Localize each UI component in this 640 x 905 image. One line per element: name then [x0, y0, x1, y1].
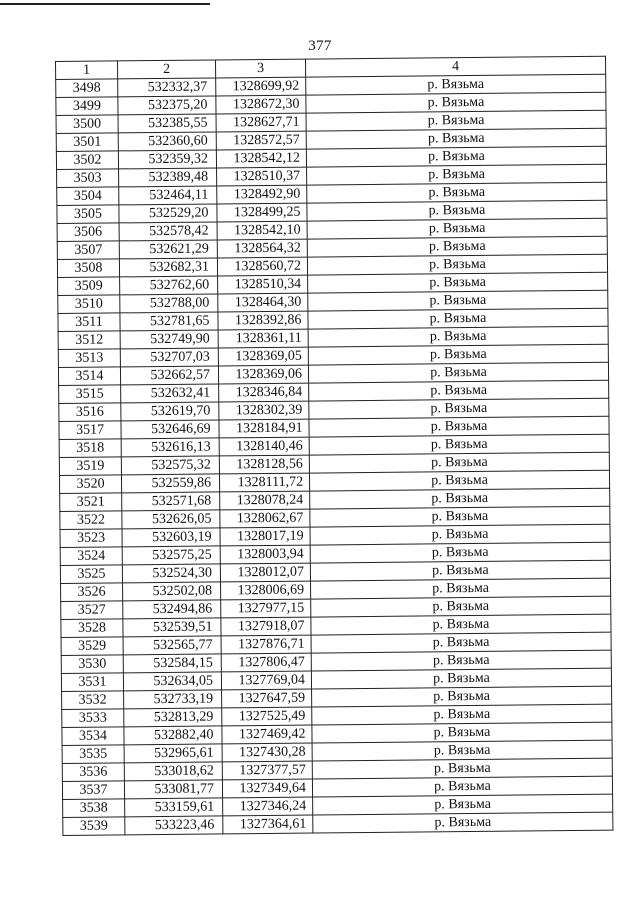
- x-coordinate-cell: 532646,69: [121, 420, 219, 439]
- x-coordinate-cell: 532502,08: [123, 582, 221, 601]
- y-coordinate-cell: 1327647,59: [222, 689, 312, 708]
- object-name-cell: р. Вязьма: [309, 398, 609, 419]
- point-number-cell: 3524: [60, 547, 122, 566]
- y-coordinate-cell: 1327364,61: [223, 815, 313, 834]
- point-number-cell: 3523: [60, 529, 122, 548]
- object-name-cell: р. Вязьма: [306, 128, 606, 149]
- object-name-cell: р. Вязьма: [311, 578, 611, 599]
- object-name-cell: р. Вязьма: [310, 560, 610, 581]
- x-coordinate-cell: 532882,40: [124, 726, 222, 745]
- x-coordinate-cell: 532662,57: [120, 366, 218, 385]
- x-coordinate-cell: 532578,42: [119, 222, 217, 241]
- object-name-cell: р. Вязьма: [311, 614, 611, 635]
- object-name-cell: р. Вязьма: [306, 74, 606, 95]
- y-coordinate-cell: 1328510,37: [217, 167, 307, 186]
- object-name-cell: р. Вязьма: [309, 416, 609, 437]
- point-number-cell: 3536: [62, 763, 124, 782]
- object-name-cell: р. Вязьма: [309, 470, 609, 491]
- object-name-cell: р. Вязьма: [308, 272, 608, 293]
- point-number-cell: 3526: [61, 583, 123, 602]
- point-number-cell: 3516: [59, 403, 121, 422]
- y-coordinate-cell: 1328392,86: [218, 311, 308, 330]
- object-name-cell: р. Вязьма: [308, 326, 608, 347]
- x-coordinate-cell: 532788,00: [120, 294, 218, 313]
- point-number-cell: 3515: [59, 385, 121, 404]
- y-coordinate-cell: 1328464,30: [218, 293, 308, 312]
- y-coordinate-cell: 1327346,24: [223, 797, 313, 816]
- x-coordinate-cell: 532494,86: [123, 600, 221, 619]
- point-number-cell: 3505: [57, 205, 119, 224]
- point-number-cell: 3530: [61, 655, 123, 674]
- x-coordinate-cell: 532575,32: [121, 456, 219, 475]
- column-header-3: 3: [215, 59, 305, 78]
- y-coordinate-cell: 1328111,72: [219, 473, 309, 492]
- point-number-cell: 3525: [60, 565, 122, 584]
- y-coordinate-cell: 1328078,24: [220, 491, 310, 510]
- x-coordinate-cell: 532619,70: [121, 402, 219, 421]
- object-name-cell: р. Вязьма: [306, 92, 606, 113]
- x-coordinate-cell: 532375,20: [118, 96, 216, 115]
- x-coordinate-cell: 532539,51: [123, 618, 221, 637]
- x-coordinate-cell: 533018,62: [124, 762, 222, 781]
- x-coordinate-cell: 532621,29: [119, 240, 217, 259]
- column-header-4: 4: [305, 56, 605, 77]
- object-name-cell: р. Вязьма: [310, 524, 610, 545]
- x-coordinate-cell: 532781,65: [120, 312, 218, 331]
- point-number-cell: 3510: [58, 295, 120, 314]
- x-coordinate-cell: 532524,30: [122, 564, 220, 583]
- point-number-cell: 3539: [63, 817, 125, 836]
- y-coordinate-cell: 1328346,84: [219, 383, 309, 402]
- x-coordinate-cell: 532565,77: [123, 636, 221, 655]
- y-coordinate-cell: 1327876,71: [221, 635, 311, 654]
- y-coordinate-cell: 1328140,46: [219, 437, 309, 456]
- point-number-cell: 3513: [58, 349, 120, 368]
- object-name-cell: р. Вязьма: [309, 452, 609, 473]
- x-coordinate-cell: 532603,19: [122, 528, 220, 547]
- y-coordinate-cell: 1327377,57: [222, 761, 312, 780]
- y-coordinate-cell: 1328542,10: [217, 221, 307, 240]
- x-coordinate-cell: 532632,41: [121, 384, 219, 403]
- column-header-1: 1: [56, 61, 118, 80]
- object-name-cell: р. Вязьма: [308, 362, 608, 383]
- x-coordinate-cell: 532616,13: [121, 438, 219, 457]
- x-coordinate-cell: 533159,61: [125, 798, 223, 817]
- object-name-cell: р. Вязьма: [308, 344, 608, 365]
- y-coordinate-cell: 1328572,57: [216, 131, 306, 150]
- object-name-cell: р. Вязьма: [312, 704, 612, 725]
- y-coordinate-cell: 1328128,56: [219, 455, 309, 474]
- x-coordinate-cell: 532584,15: [123, 654, 221, 673]
- point-number-cell: 3535: [62, 745, 124, 764]
- point-number-cell: 3519: [59, 457, 121, 476]
- x-coordinate-cell: 532965,61: [124, 744, 222, 763]
- point-number-cell: 3531: [61, 673, 123, 692]
- object-name-cell: р. Вязьма: [311, 650, 611, 671]
- point-number-cell: 3521: [60, 493, 122, 512]
- column-header-2: 2: [118, 60, 216, 79]
- x-coordinate-cell: 532626,05: [122, 510, 220, 529]
- y-coordinate-cell: 1328302,39: [219, 401, 309, 420]
- x-coordinate-cell: 532464,11: [119, 186, 217, 205]
- object-name-cell: р. Вязьма: [312, 740, 612, 761]
- object-name-cell: р. Вязьма: [312, 776, 612, 797]
- point-number-cell: 3522: [60, 511, 122, 530]
- y-coordinate-cell: 1328672,30: [216, 95, 306, 114]
- point-number-cell: 3498: [56, 79, 118, 98]
- y-coordinate-cell: 1327806,47: [221, 653, 311, 672]
- x-coordinate-cell: 533081,77: [124, 780, 222, 799]
- coordinates-table-wrapper: [55, 56, 613, 836]
- y-coordinate-cell: 1328499,25: [217, 203, 307, 222]
- point-number-cell: 3534: [62, 727, 124, 746]
- point-number-cell: 3533: [62, 709, 124, 728]
- x-coordinate-cell: 532575,25: [122, 546, 220, 565]
- point-number-cell: 3508: [57, 259, 119, 278]
- x-coordinate-cell: 532389,48: [119, 168, 217, 187]
- x-coordinate-cell: 532733,19: [124, 690, 222, 709]
- x-coordinate-cell: 532385,55: [118, 114, 216, 133]
- y-coordinate-cell: 1328564,32: [217, 239, 307, 258]
- object-name-cell: р. Вязьма: [310, 542, 610, 563]
- point-number-cell: 3499: [56, 97, 118, 116]
- point-number-cell: 3527: [61, 601, 123, 620]
- point-number-cell: 3538: [63, 799, 125, 818]
- object-name-cell: р. Вязьма: [307, 254, 607, 275]
- y-coordinate-cell: 1328627,71: [216, 113, 306, 132]
- y-coordinate-cell: 1328699,92: [216, 77, 306, 96]
- x-coordinate-cell: 532332,37: [118, 78, 216, 97]
- y-coordinate-cell: 1328542,12: [216, 149, 306, 168]
- x-coordinate-cell: 532813,29: [124, 708, 222, 727]
- object-name-cell: р. Вязьма: [307, 164, 607, 185]
- point-number-cell: 3528: [61, 619, 123, 638]
- x-coordinate-cell: 532529,20: [119, 204, 217, 223]
- y-coordinate-cell: 1327977,15: [221, 599, 311, 618]
- point-number-cell: 3520: [59, 475, 121, 494]
- y-coordinate-cell: 1327769,04: [221, 671, 311, 690]
- object-name-cell: р. Вязьма: [310, 488, 610, 509]
- table-row: [63, 812, 613, 835]
- object-name-cell: р. Вязьма: [311, 632, 611, 653]
- x-coordinate-cell: 532762,60: [120, 276, 218, 295]
- object-name-cell: р. Вязьма: [307, 200, 607, 221]
- y-coordinate-cell: 1328369,05: [218, 347, 308, 366]
- object-name-cell: р. Вязьма: [310, 506, 610, 527]
- y-coordinate-cell: 1328006,69: [221, 581, 311, 600]
- object-name-cell: р. Вязьма: [309, 434, 609, 455]
- y-coordinate-cell: 1327525,49: [222, 707, 312, 726]
- y-coordinate-cell: 1328003,94: [220, 545, 310, 564]
- object-name-cell: р. Вязьма: [312, 722, 612, 743]
- point-number-cell: 3503: [57, 169, 119, 188]
- point-number-cell: 3518: [59, 439, 121, 458]
- x-coordinate-cell: 532360,60: [118, 132, 216, 151]
- object-name-cell: р. Вязьма: [309, 380, 609, 401]
- point-number-cell: 3517: [59, 421, 121, 440]
- y-coordinate-cell: 1328184,91: [219, 419, 309, 438]
- y-coordinate-cell: 1328017,19: [220, 527, 310, 546]
- point-number-cell: 3529: [61, 637, 123, 656]
- page-number: 377: [308, 38, 332, 54]
- point-number-cell: 3514: [58, 367, 120, 386]
- object-name-cell: р. Вязьма: [312, 686, 612, 707]
- y-coordinate-cell: 1327349,64: [222, 779, 312, 798]
- y-coordinate-cell: 1328560,72: [217, 257, 307, 276]
- object-name-cell: р. Вязьма: [311, 668, 611, 689]
- point-number-cell: 3537: [62, 781, 124, 800]
- point-number-cell: 3501: [56, 133, 118, 152]
- object-name-cell: р. Вязьма: [308, 308, 608, 329]
- top-border-line: [0, 3, 210, 5]
- object-name-cell: р. Вязьма: [306, 146, 606, 167]
- object-name-cell: р. Вязьма: [308, 290, 608, 311]
- x-coordinate-cell: 532359,32: [118, 150, 216, 169]
- point-number-cell: 3507: [57, 241, 119, 260]
- point-number-cell: 3504: [57, 187, 119, 206]
- object-name-cell: р. Вязьма: [306, 110, 606, 131]
- point-number-cell: 3532: [62, 691, 124, 710]
- x-coordinate-cell: 532749,90: [120, 330, 218, 349]
- point-number-cell: 3500: [56, 115, 118, 134]
- y-coordinate-cell: 1327469,42: [222, 725, 312, 744]
- x-coordinate-cell: 532559,86: [121, 474, 219, 493]
- y-coordinate-cell: 1328492,90: [217, 185, 307, 204]
- y-coordinate-cell: 1327430,28: [222, 743, 312, 762]
- x-coordinate-cell: 532571,68: [122, 492, 220, 511]
- object-name-cell: р. Вязьма: [312, 758, 612, 779]
- object-name-cell: р. Вязьма: [307, 236, 607, 257]
- x-coordinate-cell: 532634,05: [123, 672, 221, 691]
- x-coordinate-cell: 532682,31: [119, 258, 217, 277]
- y-coordinate-cell: 1328012,07: [220, 563, 310, 582]
- y-coordinate-cell: 1328361,11: [218, 329, 308, 348]
- x-coordinate-cell: 533223,46: [125, 816, 223, 835]
- x-coordinate-cell: 532707,03: [120, 348, 218, 367]
- point-number-cell: 3502: [56, 151, 118, 170]
- y-coordinate-cell: 1328510,34: [218, 275, 308, 294]
- point-number-cell: 3511: [58, 313, 120, 332]
- object-name-cell: р. Вязьма: [313, 794, 613, 815]
- object-name-cell: р. Вязьма: [313, 812, 613, 833]
- table-body: [56, 74, 613, 835]
- y-coordinate-cell: 1328062,67: [220, 509, 310, 528]
- point-number-cell: 3509: [58, 277, 120, 296]
- y-coordinate-cell: 1327918,07: [221, 617, 311, 636]
- point-number-cell: 3512: [58, 331, 120, 350]
- y-coordinate-cell: 1328369,06: [218, 365, 308, 384]
- point-number-cell: 3506: [57, 223, 119, 242]
- coordinates-table: [55, 56, 613, 836]
- object-name-cell: р. Вязьма: [307, 218, 607, 239]
- object-name-cell: р. Вязьма: [311, 596, 611, 617]
- object-name-cell: р. Вязьма: [307, 182, 607, 203]
